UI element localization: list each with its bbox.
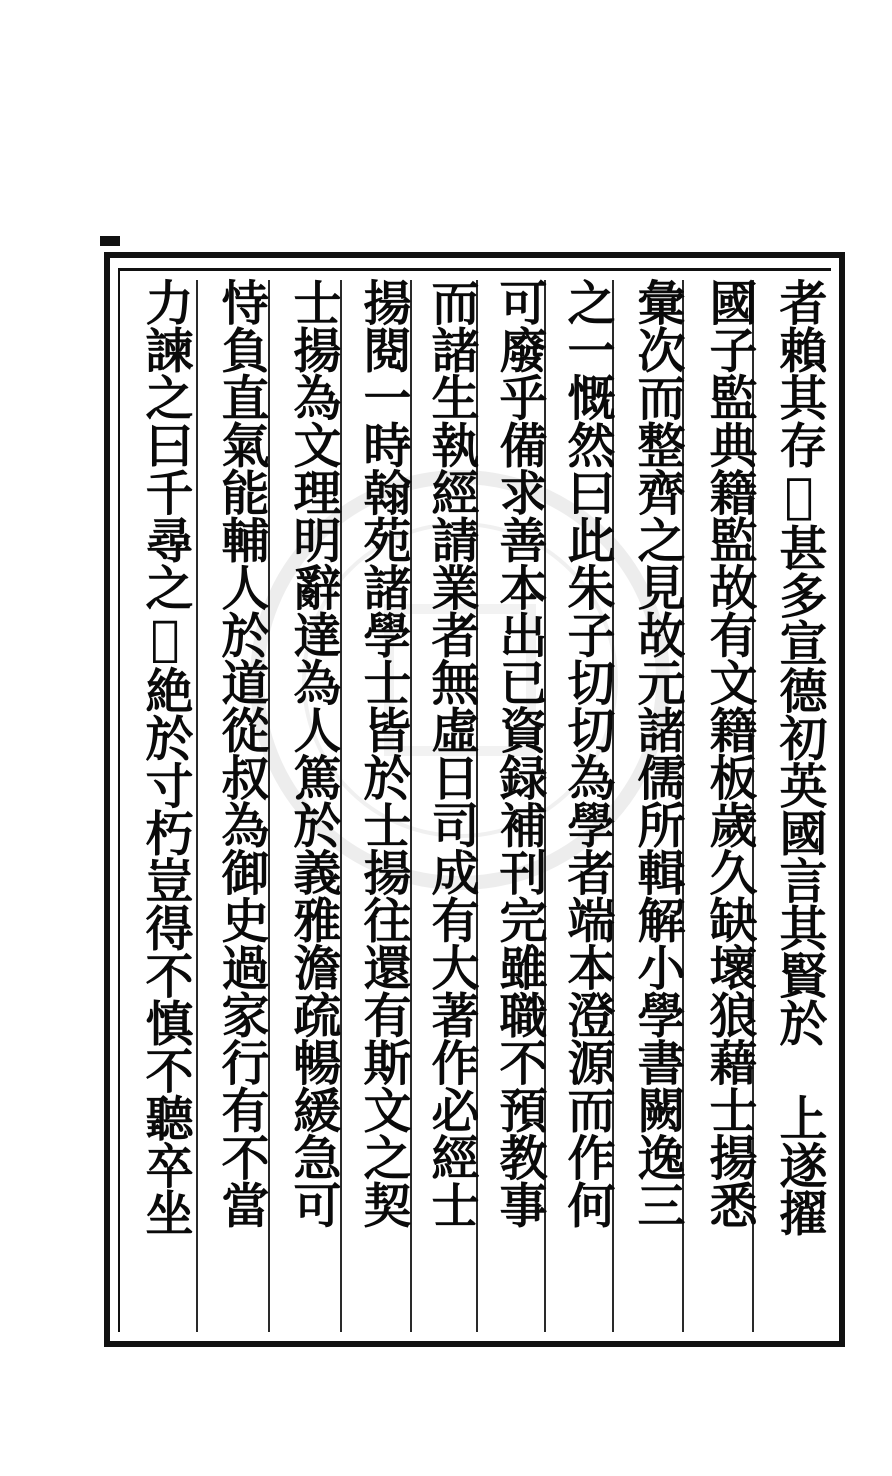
text-column-2: 國子監典籍監故有文籍板歲久缺壞狼藉士揚悉: [701, 278, 757, 1228]
text-column-7: 揚閱一時翰苑諸學士皆於士揚往還有斯文之契: [355, 278, 411, 1228]
text-column-9: 恃負直氣能輔人於道從叔為御史過家行有不當: [213, 278, 269, 1228]
text-column-5: 可廢乎備求善本出已資録補刊完雖職不預教事: [491, 278, 547, 1228]
text-column-1: 者賴其存𣳙甚多宣德初英國言其賢於 上遂擢: [771, 278, 827, 1236]
page-edge-mark: [100, 236, 120, 246]
text-column-3: 彙次而整齊之見故元諸儒所輯解小學書闕逸三: [629, 278, 685, 1228]
text-column-6: 而諸生執經請業者無虛日司成有大著作必經士: [423, 278, 479, 1228]
text-column-8: 士揚為文理明辭達為人篤於義雅澹疏暢緩急可: [285, 278, 341, 1228]
text-column-4: 之一慨然曰此朱子切切為學者端本澄源而作何: [559, 278, 615, 1228]
text-column-10: 力諫之曰千尋之𥝠絶於寸朽豈得不慎不聽卒坐: [137, 278, 193, 1236]
